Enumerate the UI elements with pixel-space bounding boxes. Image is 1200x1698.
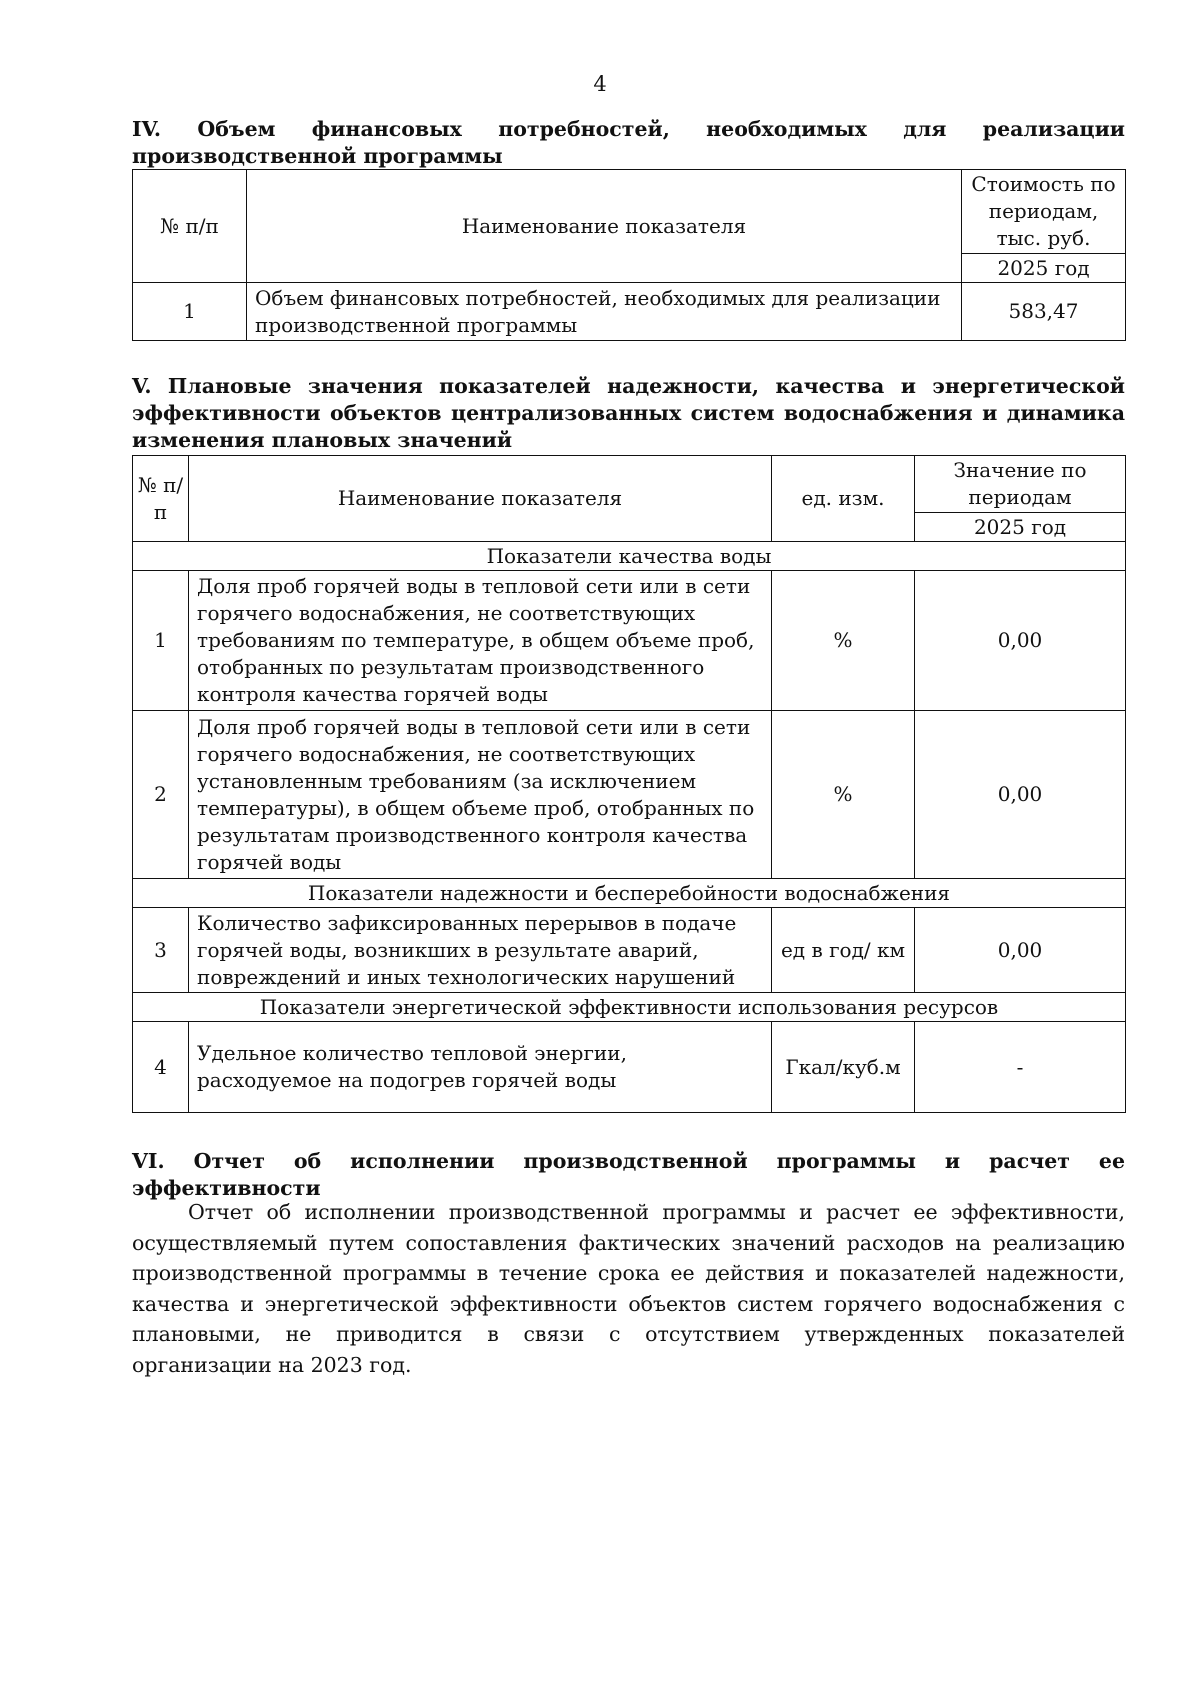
indicators-table bbox=[132, 455, 1126, 1113]
row-name: Доля проб горячей воды в тепловой сети или в сети горячего водоснабжения, не соответствующих установленным требованиям (за исключением температуры), в общем объеме проб, отобранных по результатам производственного контроля качества горячей воды bbox=[189, 711, 772, 879]
table-row bbox=[133, 908, 1126, 993]
group-row bbox=[133, 879, 1126, 908]
row-unit: % bbox=[772, 571, 915, 711]
table-header-row bbox=[133, 456, 1126, 513]
header-num: № п/п bbox=[133, 170, 247, 283]
section-4-title: IV. Объем финансовых потребностей, необходимых для реализации производственной программы bbox=[132, 117, 1125, 168]
group-title: Показатели энергетической эффективности использования ресурсов bbox=[133, 993, 1126, 1022]
row-value: 0,00 bbox=[915, 571, 1126, 711]
financial-needs-table bbox=[132, 169, 1126, 341]
row-unit: ед в год/ км bbox=[772, 908, 915, 993]
row-name: Удельное количество тепловой энергии, расходуемое на подогрев горячей воды bbox=[189, 1022, 772, 1113]
row-value: 0,00 bbox=[915, 711, 1126, 879]
header-name: Наименование показателя bbox=[247, 170, 962, 283]
table-row bbox=[133, 571, 1126, 711]
row-name: Количество зафиксированных перерывов в подаче горячей воды, возникших в результате аварий, повреждений и иных технологических нарушений bbox=[189, 908, 772, 993]
row-value: 583,47 bbox=[962, 283, 1126, 341]
section-6-paragraph: Отчет об исполнении производственной программы и расчет ее эффективности, осуществляемый путем сопоставления фактических значений расходов на реализацию производственной программы в течение срока ее действия и показателей надежности, качества и энергетической эффективности объектов систем горячего водоснабжения с плановыми, не приводится в связи с отсутствием утвержденных показателей организации на 2023 год. bbox=[132, 1200, 1125, 1377]
row-value: - bbox=[915, 1022, 1126, 1113]
group-title: Показатели качества воды bbox=[133, 542, 1126, 571]
header-name: Наименование показателя bbox=[189, 456, 772, 542]
row-value: 0,00 bbox=[915, 908, 1126, 993]
header-year: 2025 год bbox=[915, 513, 1126, 542]
row-name: Объем финансовых потребностей, необходимых для реализации производственной программы bbox=[247, 283, 962, 341]
group-row bbox=[133, 542, 1126, 571]
row-num: 2 bbox=[133, 711, 189, 879]
row-unit: Гкал/куб.м bbox=[772, 1022, 915, 1113]
row-name: Доля проб горячей воды в тепловой сети или в сети горячего водоснабжения, не соответствующих требованиям по температуре, в общем объеме проб, отобранных по результатам производственного контроля качества горячей воды bbox=[189, 571, 772, 711]
table-row bbox=[133, 711, 1126, 879]
row-unit: % bbox=[772, 711, 915, 879]
table-row bbox=[133, 283, 1126, 341]
row-num: 1 bbox=[133, 283, 247, 341]
table-header-row bbox=[133, 170, 1126, 254]
table-row bbox=[133, 1022, 1126, 1113]
group-row bbox=[133, 993, 1126, 1022]
group-title: Показатели надежности и бесперебойности водоснабжения bbox=[133, 879, 1126, 908]
section-5-title: V. Плановые значения показателей надежности, качества и энергетической эффективности объектов централизованных систем водоснабжения и динамика изменения плановых значений bbox=[132, 374, 1125, 452]
header-num: № п/п bbox=[133, 456, 189, 542]
header-unit: ед. изм. bbox=[772, 456, 915, 542]
row-num: 4 bbox=[133, 1022, 189, 1113]
header-year: 2025 год bbox=[962, 254, 1126, 283]
header-cost: Стоимость по периодам, тыс. руб. bbox=[962, 170, 1126, 254]
page-number: 4 bbox=[593, 72, 607, 96]
row-num: 1 bbox=[133, 571, 189, 711]
section-6-title: VI. Отчет об исполнении производственной программы и расчет ее эффективности bbox=[132, 1149, 1125, 1200]
header-value: Значение по периодам bbox=[915, 456, 1126, 513]
row-num: 3 bbox=[133, 908, 189, 993]
